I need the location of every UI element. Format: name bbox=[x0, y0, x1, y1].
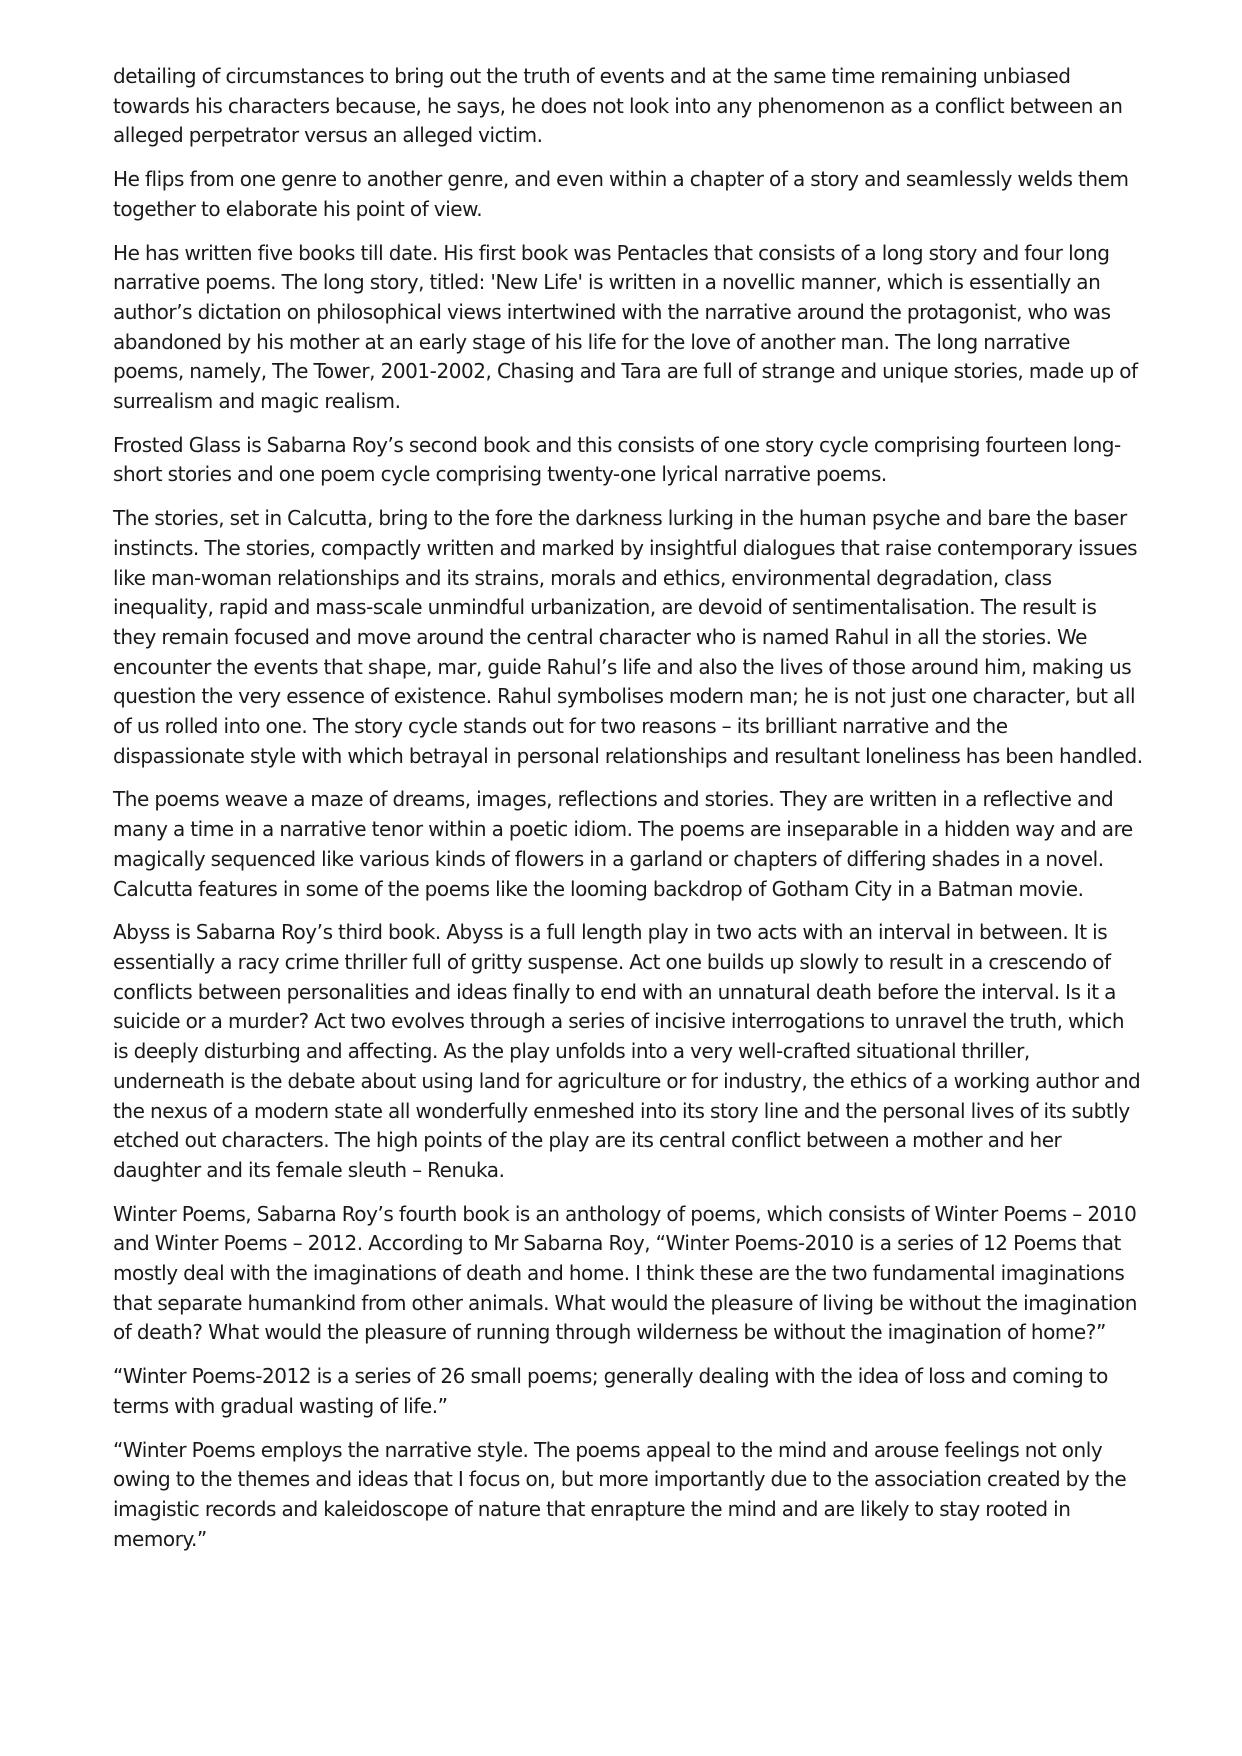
paragraph-winter-poems: Winter Poems, Sabarna Roy’s fourth book is an anthology of poems, which consists of Winter Poems – 2010 and Winter Poems – 2012. According to Mr Sabarna Roy, “Winter Poems-2010 is a series of 12 Poems that mostly deal with the imaginations of death and home. I think these are the two fundamental imaginations that separate humankind from other animals. What would the pleasure of living be without the imagination of death? What would the pleasure of running through wilderness be without the imagination of home?” bbox=[113, 1201, 1137, 1345]
paragraph-narrative-style: “Winter Poems employs the narrative style. The poems appeal to the mind and arouse feelings not only owing to the themes and ideas that I focus on, but more importantly due to the association created by the imagistic records and kaleidoscope of nature that enrapture the mind and are likely to stay rooted in memory.” bbox=[113, 1437, 1127, 1551]
paragraph-pentacles: He has written five books till date. His first book was Pentacles that consists of a long story and four long narrative poems. The long story, titled: 'New Life' is written in a novellic manner, which is essentially an author’s dictation on philosophical views intertwined with the narrative around the protagonist, who was abandoned by his mother at an early stage of his life for the love of another man. The long narrative poems, namely, The Tower, 2001-2002, Chasing and Tara are full of strange and unique stories, made up of surrealism and magic realism. bbox=[113, 240, 1138, 414]
paragraph-stories: The stories, set in Calcutta, bring to the fore the darkness lurking in the human psyche and bare the baser instincts. The stories, compactly written and marked by insightful dialogues that raise contemporary issues like man-woman relationships and its strains, morals and ethics, environmental degradation, class inequality, rapid and mass-scale unmindful urbanization, are devoid of sentimentalisation. The result is they remain focused and move around the central character who is named Rahul in all the stories. We encounter the events that shape, mar, guide Rahul’s life and also the lives of those around him, making us question the very essence of existence. Rahul symbolises modern man; he is not just one character, but all of us rolled into one. The story cycle stands out for two reasons – its brilliant narrative and the dispassionate style with which betrayal in personal relationships and resultant loneliness has been handled. bbox=[113, 506, 1143, 768]
paragraph-frosted-glass: Frosted Glass is Sabarna Roy’s second book and this consists of one story cycle comprising fourteen long-short stories and one poem cycle comprising twenty-one lyrical narrative poems. bbox=[113, 432, 1121, 487]
paragraph-poems: The poems weave a maze of dreams, images, reflections and stories. They are written in a reflective and many a time in a narrative tenor within a poetic idiom. The poems are inseparable in a hidden way and are magically sequenced like various kinds of flowers in a garland or chapters of differing shades in a novel. Calcutta features in some of the poems like the looming backdrop of Gotham City in a Batman movie. bbox=[113, 787, 1133, 901]
paragraph-genre: He flips from one genre to another genre, and even within a chapter of a story and seamlessly welds them together to elaborate his point of view. bbox=[113, 167, 1129, 221]
paragraph-circumstances: detailing of circumstances to bring out the truth of events and at the same time remaining unbiased towards his characters because, he says, he does not look into any phenomenon as a conflict between an alleged perpetrator versus an alleged victim. bbox=[113, 64, 1123, 148]
paragraph-abyss: Abyss is Sabarna Roy’s third book. Abyss is a full length play in two acts with an interval in between. It is essentially a racy crime thriller full of gritty suspense. Act one builds up slowly to result in a crescendo of conflicts between personalities and ideas finally to end with an unnatural death before the interval. Is it a suicide or a murder? Act two evolves through a series of incisive interrogations to unravel the truth, which is deeply disturbing and affecting. As the play unfolds into a very well-crafted situational thriller, underneath is the debate about using land for agriculture or for industry, the ethics of a working author and the nexus of a modern state all wonderfully enmeshed into its story line and the personal lives of its subtly etched out characters. The high points of the play are its central conflict between a mother and her daughter and its female sleuth – Renuka. bbox=[113, 920, 1141, 1182]
paragraph-winter-poems-2012: “Winter Poems-2012 is a series of 26 small poems; generally dealing with the idea of loss and coming to terms with gradual wasting of life.” bbox=[113, 1364, 1108, 1418]
document-page bbox=[113, 62, 1143, 1568]
